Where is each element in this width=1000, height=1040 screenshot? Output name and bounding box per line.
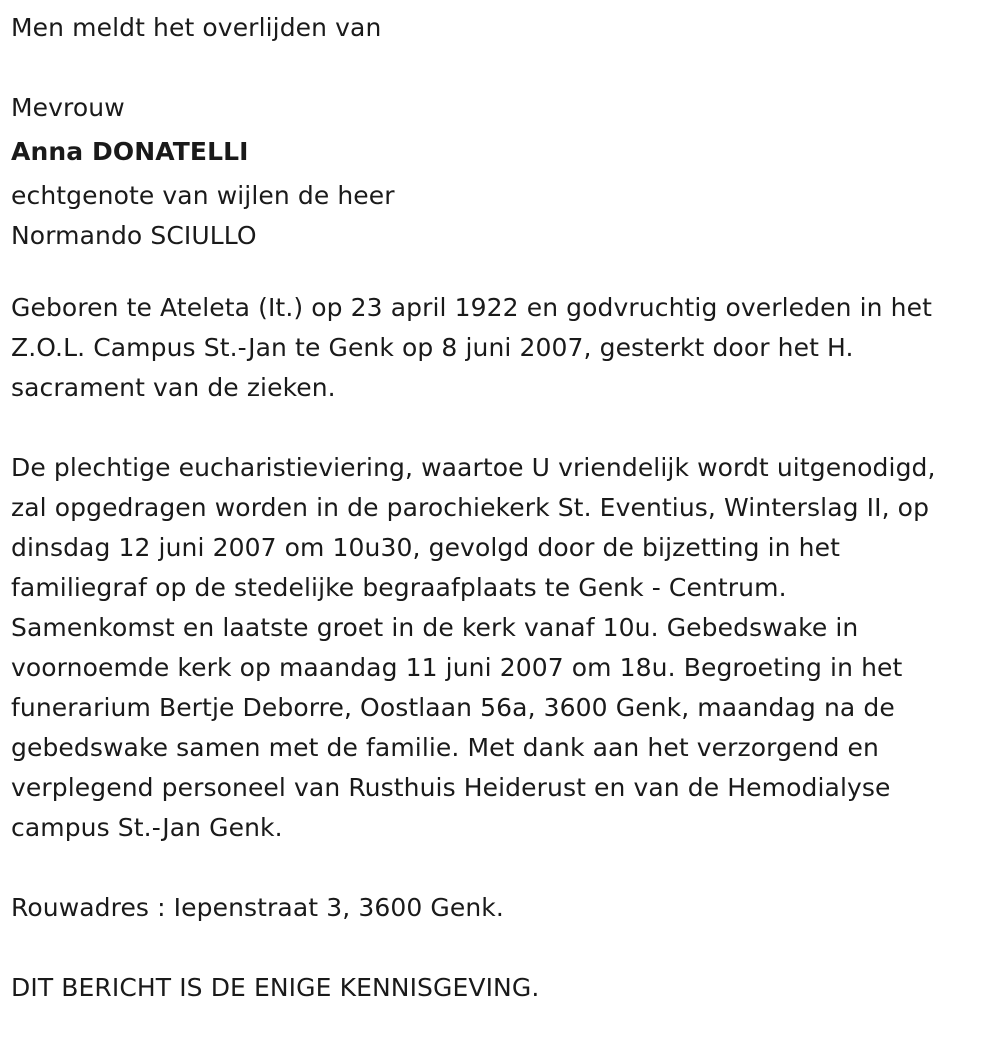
salutation: Mevrouw xyxy=(11,93,125,122)
paragraph-line: De plechtige eucharistieviering, waartoe U vriendelijk wordt uitgenodigd, xyxy=(11,453,936,482)
spacer xyxy=(11,256,991,288)
ceremony-paragraph xyxy=(11,448,991,848)
paragraph-line: funerarium Bertje Deborre, Oostlaan 56a, 3600 Genk, maandag na de xyxy=(11,693,895,722)
deceased-name: Anna DONATELLI xyxy=(11,137,249,166)
spacer xyxy=(11,408,991,448)
intro-line: Men meldt het overlijden van xyxy=(11,13,382,42)
spacer xyxy=(11,848,991,888)
paragraph-line: zal opgedragen worden in de parochiekerk St. Eventius, Winterslag II, op xyxy=(11,493,930,522)
paragraph-line: familiegraf op de stedelijke begraafplaats te Genk - Centrum. xyxy=(11,573,787,602)
mourning-address: Rouwadres : Iepenstraat 3, 3600 Genk. xyxy=(11,893,504,922)
birth-death-paragraph xyxy=(11,288,991,408)
paragraph-line: dinsdag 12 juni 2007 om 10u30, gevolgd door de bijzetting in het xyxy=(11,533,840,562)
paragraph-line: Samenkomst en laatste groet in de kerk vanaf 10u. Gebedswake in xyxy=(11,613,859,642)
spouse-name: Normando SCIULLO xyxy=(11,221,257,250)
spacer xyxy=(11,48,991,88)
paragraph-line: sacrament van de zieken. xyxy=(11,373,336,402)
paragraph-line: Z.O.L. Campus St.-Jan te Genk op 8 juni 2007, gesterkt door het H. xyxy=(11,333,854,362)
paragraph-line: Geboren te Ateleta (It.) op 23 april 1922 en godvruchtig overleden in het xyxy=(11,293,932,322)
paragraph-line: gebedswake samen met de familie. Met dank aan het verzorgend en xyxy=(11,733,879,762)
spacer xyxy=(11,928,991,968)
paragraph-line: voornoemde kerk op maandag 11 juni 2007 om 18u. Begroeting in het xyxy=(11,653,903,682)
paragraph-line: campus St.-Jan Genk. xyxy=(11,813,283,842)
death-notice xyxy=(11,8,991,1008)
relation-line: echtgenote van wijlen de heer xyxy=(11,181,395,210)
closing-statement: DIT BERICHT IS DE ENIGE KENNISGEVING. xyxy=(11,973,540,1002)
paragraph-line: verplegend personeel van Rusthuis Heiderust en van de Hemodialyse xyxy=(11,773,891,802)
